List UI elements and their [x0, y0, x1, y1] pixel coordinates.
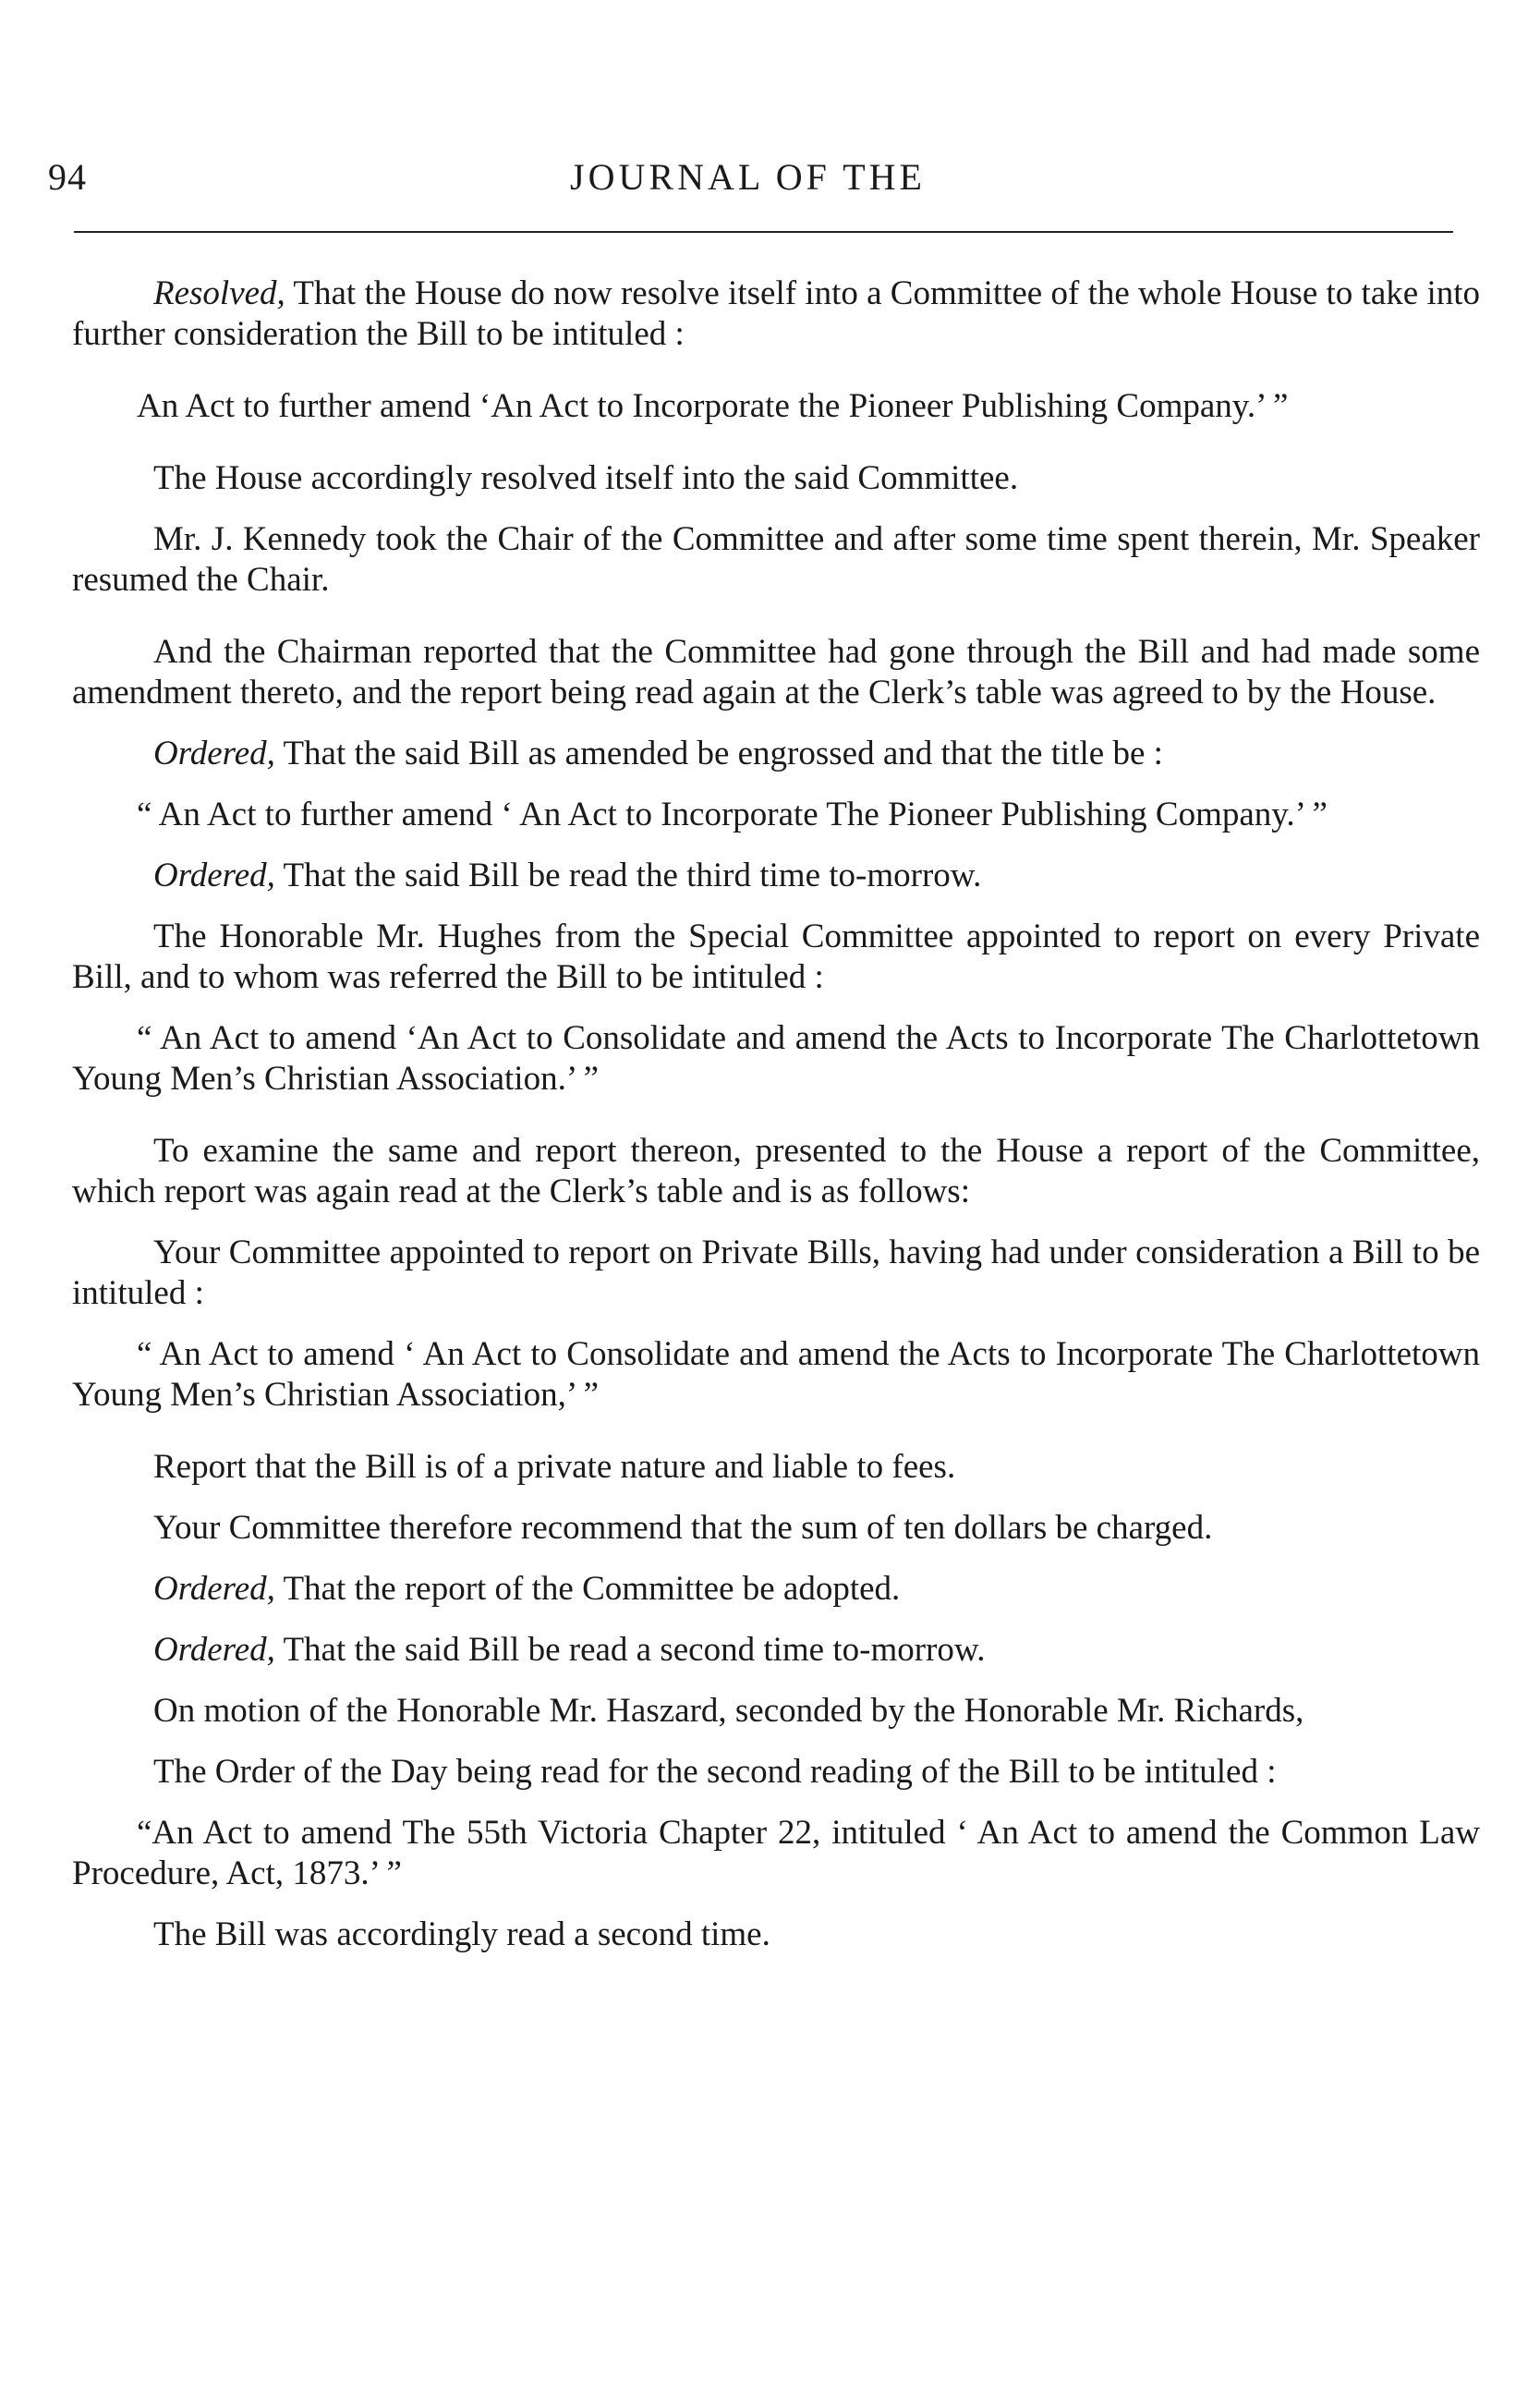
paragraph — [72, 274, 1480, 355]
paragraph-text: And the Chairman reported that the Committee had gone through the Bill and had made some amendment thereto, and the report being read again at the Clerk’s table was agreed to by the House. — [72, 633, 1480, 711]
paragraph-lead: Ordered, — [153, 735, 275, 772]
paragraph-text: Mr. J. Kennedy took the Chair of the Committee and after some time spent therein, Mr. Speaker resumed the Chair. — [72, 520, 1480, 599]
paragraph-lead: Resolved, — [153, 274, 285, 312]
paragraph — [72, 1233, 1480, 1314]
paragraph-text: That the House do now resolve itself into a Committee of the whole House to take into further consideration the Bill to be intituled : — [72, 274, 1480, 353]
paragraph-lead: Ordered, — [153, 857, 275, 894]
page-header — [48, 155, 1448, 211]
paragraph-text: “ An Act to amend ‘ An Act to Consolidate and amend the Acts to Incorporate The Charlottetown Young Men’s Christian Association,’ ” — [72, 1335, 1480, 1414]
paragraph — [72, 856, 1480, 896]
paragraph — [72, 1752, 1480, 1793]
paragraph — [72, 1508, 1480, 1549]
paragraph-text: To examine the same and report thereon, presented to the House a report of the Committee, which report was again read at the Clerk’s table and is as follows: — [72, 1132, 1480, 1210]
paragraph-lead: Ordered, — [153, 1631, 275, 1669]
paragraph-text: The Order of the Day being read for the second reading of the Bill to be intituled : — [153, 1753, 1277, 1791]
paragraph — [72, 795, 1480, 835]
paragraph-text: The Bill was accordingly read a second time. — [153, 1915, 770, 1953]
paragraph — [72, 1569, 1480, 1610]
paragraph-text: Your Committee appointed to report on Private Bills, having had under consideration a Bill to be intituled : — [72, 1234, 1480, 1312]
paragraph-text: The Honorable Mr. Hughes from the Special Committee appointed to report on every Private Bill, and to whom was referred the Bill to be intituled : — [72, 918, 1480, 996]
paragraph-text: That the said Bill be read the third time to-morrow. — [274, 857, 982, 894]
paragraph — [72, 1630, 1480, 1671]
page-number: 94 — [48, 156, 87, 198]
paragraph — [72, 1813, 1480, 1894]
paragraph-lead: Ordered, — [153, 1570, 275, 1608]
running-head: JOURNAL OF THE — [570, 156, 926, 198]
paragraph-text: “ An Act to further amend ‘ An Act to Incorporate The Pioneer Publishing Company.’ ” — [137, 796, 1328, 833]
paragraph — [72, 458, 1480, 499]
paragraph — [72, 917, 1480, 998]
paragraph-text: That the report of the Committee be adopted. — [274, 1570, 901, 1608]
paragraph-text: That the said Bill be read a second time to-morrow. — [274, 1631, 986, 1669]
paragraph-text: On motion of the Honorable Mr. Haszard, seconded by the Honorable Mr. Richards, — [153, 1692, 1304, 1730]
journal-body — [72, 274, 1480, 1975]
paragraph-text: Your Committee therefore recommend that the sum of ten dollars be charged. — [153, 1509, 1213, 1547]
paragraph — [72, 632, 1480, 713]
paragraph — [72, 1691, 1480, 1732]
paragraph-text: An Act to further amend ‘An Act to Incorporate the Pioneer Publishing Company.’ ” — [137, 387, 1289, 425]
paragraph-text: “An Act to amend The 55th Victoria Chapter 22, intituled ‘ An Act to amend the Common Law Procedure, Act, 1873.’ ” — [72, 1814, 1480, 1892]
paragraph — [72, 386, 1480, 427]
paragraph — [72, 519, 1480, 601]
paragraph — [72, 1334, 1480, 1416]
paragraph-text: “ An Act to amend ‘An Act to Consolidate and amend the Acts to Incorporate The Charlottetown Young Men’s Christian Association.’ ” — [72, 1019, 1480, 1098]
paragraph — [72, 1915, 1480, 1955]
header-rule — [74, 231, 1453, 233]
paragraph — [72, 1131, 1480, 1212]
paragraph-text: That the said Bill as amended be engrossed and that the title be : — [274, 735, 1163, 772]
paragraph — [72, 1447, 1480, 1488]
paragraph-text: Report that the Bill is of a private nature and liable to fees. — [153, 1448, 956, 1486]
paragraph — [72, 1018, 1480, 1100]
paragraph-text: The House accordingly resolved itself into the said Committee. — [153, 459, 1019, 497]
paragraph — [72, 734, 1480, 774]
